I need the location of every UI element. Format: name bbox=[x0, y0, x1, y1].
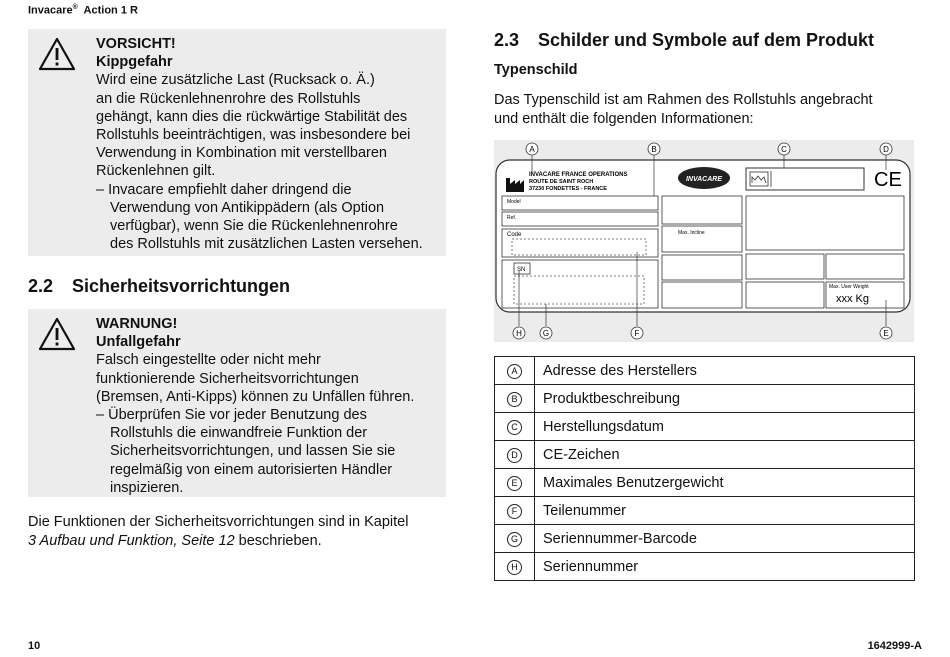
plate-model-label: Model bbox=[507, 199, 521, 205]
type-plate-legend-table bbox=[494, 356, 915, 581]
intro-line: und enthält die folgenden Informationen: bbox=[494, 110, 754, 127]
typenschild-intro bbox=[494, 91, 914, 128]
caution-line: Rückenlehnen gilt. bbox=[96, 163, 216, 180]
table-row bbox=[495, 469, 915, 497]
warning-triangle-icon bbox=[38, 317, 76, 351]
section-title: Sicherheitsvorrichtungen bbox=[72, 276, 291, 296]
caution-line: gehängt, kann dies die rückwärtige Stabilität des bbox=[96, 108, 408, 125]
ce-mark: CE bbox=[874, 169, 902, 191]
section-heading-2-3 bbox=[494, 30, 874, 51]
section-heading-2-2 bbox=[28, 276, 290, 297]
warning-subtitle: Unfallgefahr bbox=[96, 334, 181, 351]
table-row bbox=[495, 413, 915, 441]
caution-bullet-cont: des Rollstuhls mit zusätzlichen Lasten versehen. bbox=[110, 236, 423, 253]
paragraph-tail: beschrieben. bbox=[234, 532, 322, 549]
plate-address-line: ROUTE DE SAINT ROCH bbox=[529, 179, 594, 185]
legend-key: G bbox=[507, 532, 522, 547]
table-row bbox=[495, 553, 915, 581]
marker-g: G bbox=[542, 329, 550, 338]
caution-text bbox=[96, 35, 438, 253]
warning-text bbox=[96, 315, 438, 497]
plate-ref-label: Ref. bbox=[507, 215, 517, 221]
warning-bullet-cont: inspizieren. bbox=[110, 479, 184, 496]
caution-title: VORSICHT! bbox=[96, 36, 176, 52]
legend-text: Adresse des Herstellers bbox=[535, 357, 915, 385]
plate-max-weight-label: Max. User Weight bbox=[829, 284, 869, 290]
functions-paragraph bbox=[28, 513, 448, 550]
type-plate-illustration bbox=[494, 140, 914, 342]
legend-key: D bbox=[507, 448, 522, 463]
table-row bbox=[495, 441, 915, 469]
svg-text:INVACARE: INVACARE bbox=[685, 176, 723, 183]
paragraph-line: Die Funktionen der Sicherheitsvorrichtungen sind in Kapitel bbox=[28, 514, 409, 530]
page-number: 10 bbox=[28, 640, 41, 652]
warning-triangle-icon bbox=[38, 37, 76, 71]
section-title: Schilder und Symbole auf dem Produkt bbox=[538, 30, 875, 50]
table-row bbox=[495, 385, 915, 413]
marker-e: E bbox=[883, 329, 889, 338]
marker-h: H bbox=[516, 329, 522, 338]
legend-key: B bbox=[507, 392, 522, 407]
caution-bullet-cont: Verwendung von Antikippädern (als Option bbox=[110, 199, 385, 216]
plate-address-line: 37230 FONDETTES - FRANCE bbox=[529, 186, 607, 192]
warning-line: (Bremsen, Anti-Kipps) können zu Unfällen führen. bbox=[96, 388, 415, 405]
plate-sn-label: SN bbox=[517, 267, 526, 273]
table-row bbox=[495, 525, 915, 553]
plate-address-line: INVACARE FRANCE OPERATIONS bbox=[529, 172, 628, 178]
caution-line: Verwendung in Kombination mit verstellbaren bbox=[96, 145, 387, 162]
plate-code-label: Code bbox=[507, 232, 522, 238]
table-row bbox=[495, 497, 915, 525]
warning-bullet: – Überprüfen Sie vor jeder Benutzung des bbox=[96, 407, 367, 424]
legend-key: C bbox=[507, 420, 522, 435]
legend-text: Seriennummer bbox=[535, 553, 915, 581]
legend-key: F bbox=[507, 504, 522, 519]
warning-line: funktionierende Sicherheitsvorrichtungen bbox=[96, 370, 359, 387]
warning-bullet-cont: Rollstuhls die einwandfreie Funktion der bbox=[110, 425, 368, 442]
warning-box bbox=[28, 309, 446, 497]
legend-text: CE-Zeichen bbox=[535, 441, 915, 469]
invacare-logo bbox=[678, 167, 730, 189]
caution-bullet-cont: verfügbar), wenn Sie die Rückenlehnenrohre bbox=[110, 218, 398, 235]
registered-mark: ® bbox=[72, 4, 78, 11]
brand-name: Invacare bbox=[28, 4, 73, 17]
caution-box bbox=[28, 29, 446, 256]
plate-max-incline-label: Max. Incline bbox=[678, 230, 705, 236]
chapter-reference-link[interactable]: 3 Aufbau und Funktion, Seite 12 bbox=[28, 532, 235, 549]
subheading-typenschild: Typenschild bbox=[494, 62, 578, 78]
marker-f: F bbox=[634, 329, 640, 338]
marker-a: A bbox=[529, 145, 535, 154]
warning-bullet-cont: regelmäßig von einem autorisierten Händler bbox=[110, 461, 393, 478]
document-number: 1642999-A bbox=[867, 640, 922, 652]
legend-text: Seriennummer-Barcode bbox=[535, 525, 915, 553]
running-header bbox=[28, 4, 138, 17]
warning-title: WARNUNG! bbox=[96, 316, 178, 332]
warning-line: Falsch eingestellte oder nicht mehr bbox=[96, 352, 321, 369]
caution-line: Wird eine zusätzliche Last (Rucksack o. Ä.) bbox=[96, 72, 375, 89]
legend-key: A bbox=[507, 364, 522, 379]
warning-bullet-cont: Sicherheitsvorrichtungen, und lassen Sie sie bbox=[110, 443, 396, 460]
model-name: Action 1 R bbox=[83, 4, 138, 17]
intro-line: Das Typenschild ist am Rahmen des Rollstuhls angebracht bbox=[494, 92, 873, 108]
legend-text: Herstellungsdatum bbox=[535, 413, 915, 441]
legend-key: E bbox=[507, 476, 522, 491]
plate-max-weight-value: xxx Kg bbox=[836, 293, 870, 305]
legend-text: Teilenummer bbox=[535, 497, 915, 525]
caution-line: an die Rückenlehnenrohre des Rollstuhls bbox=[96, 90, 361, 107]
legend-key: H bbox=[507, 560, 522, 575]
caution-bullet: – Invacare empfiehlt daher dringend die bbox=[96, 181, 352, 198]
marker-d: D bbox=[883, 145, 889, 154]
caution-line: Rollstuhls beeinträchtigen, was insbesondere bei bbox=[96, 127, 411, 144]
section-number: 2.3 bbox=[494, 30, 520, 50]
marker-c: C bbox=[781, 145, 787, 154]
caution-subtitle: Kippgefahr bbox=[96, 54, 173, 71]
table-row bbox=[495, 357, 915, 385]
legend-text: Maximales Benutzergewicht bbox=[535, 469, 915, 497]
marker-b: B bbox=[651, 145, 657, 154]
section-number: 2.2 bbox=[28, 276, 54, 296]
legend-text: Produktbeschreibung bbox=[535, 385, 915, 413]
